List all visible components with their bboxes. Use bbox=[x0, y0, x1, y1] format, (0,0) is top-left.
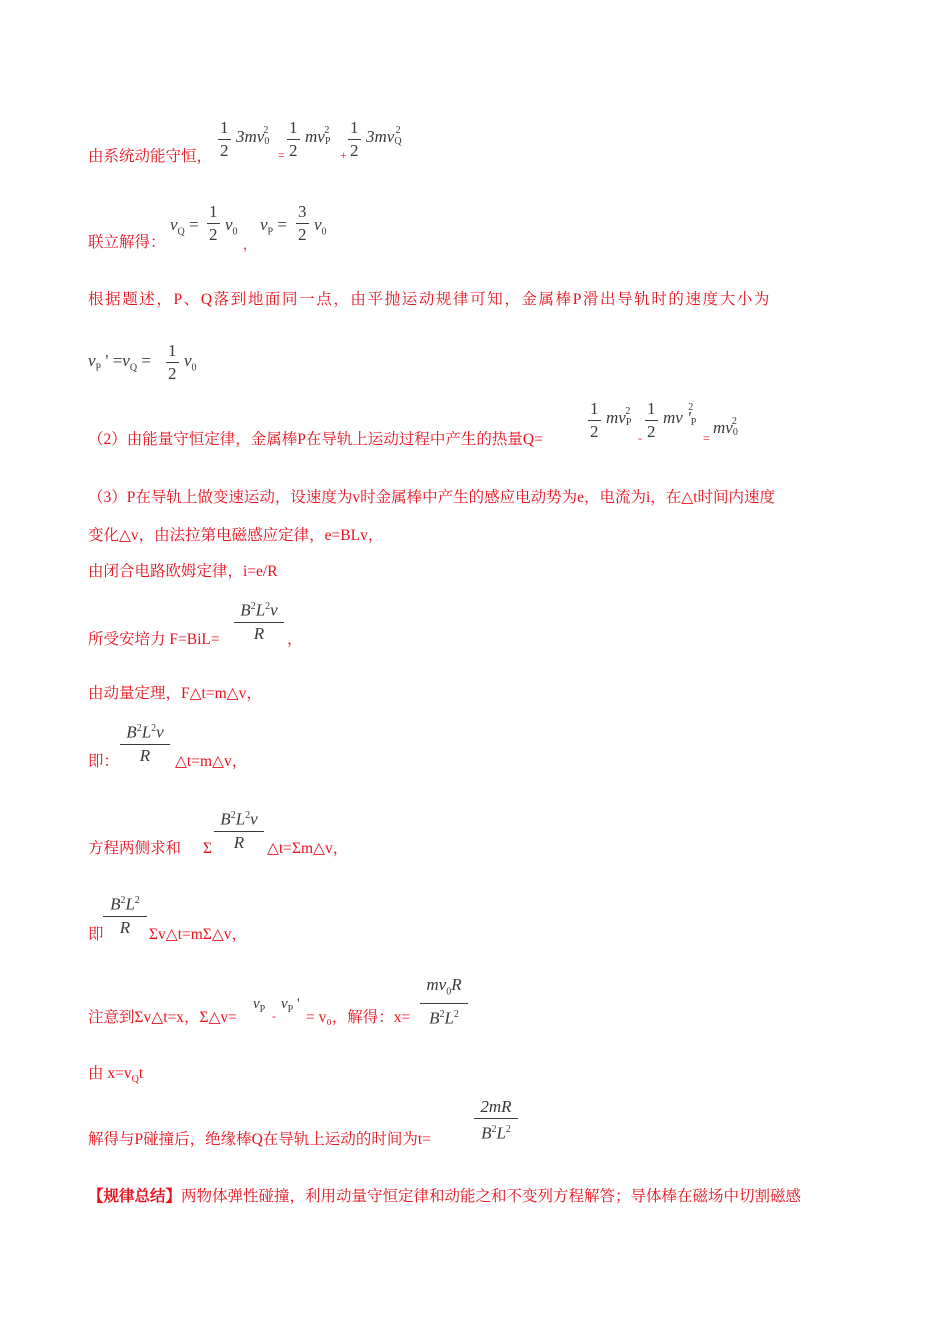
summary-body: 两物体弹性碰撞，利用动量守恒定律和动能之和不变列方程解答；导体棒在磁场中切割磁感 bbox=[181, 1188, 802, 1205]
text-sum-both-sides: 方程两侧求和 bbox=[88, 840, 182, 857]
comma: ， bbox=[243, 237, 257, 252]
text-variable-motion: （3）P在导轨上做变速运动，设速度为v时金属棒中产生的感应电动势为e，电流为i，在△t时间内速度 bbox=[88, 489, 776, 506]
expr-vP-prime: $v_P$ ' $=v_Q$ = bbox=[88, 351, 151, 374]
text-projectile: 根据题述，P、Q落到地面同一点，由平抛运动规律可知，金属棒P滑出导轨时的速度大小为 bbox=[88, 291, 772, 308]
text-solve: 联立解得： bbox=[88, 234, 166, 251]
summary-heading: 【规律总结】 bbox=[88, 1188, 182, 1205]
fraction-half: 1 2 bbox=[590, 399, 599, 441]
fraction-half: 1 2 bbox=[289, 118, 298, 160]
expr-3mv0: $3mv_0^2$ bbox=[236, 125, 270, 148]
expr-vP: $v_P$ bbox=[253, 996, 266, 1015]
expr-vQ: $v_Q$ = bbox=[170, 215, 199, 238]
text-x-vQ-t: 由 $x=v_Qt$ bbox=[88, 1065, 144, 1086]
text-eq-14: = v₀，解得：x= bbox=[306, 1009, 411, 1026]
expr-3mvQ: $3mv_Q^2$ bbox=[366, 125, 402, 148]
expr-mvP: $mv_P^2$ bbox=[606, 406, 632, 429]
expr-v0: $v_0$ bbox=[184, 351, 197, 374]
equals-sign: = bbox=[278, 148, 285, 162]
fraction-B2L2v-over-R: $B^2L^2v$ R bbox=[234, 596, 284, 645]
fraction-B2L2-over-R: $B^2L^2$ R bbox=[103, 890, 147, 939]
fraction-half: 1 2 bbox=[220, 118, 229, 160]
text-eq-12: △t=Σm△v， bbox=[267, 840, 349, 857]
expr-v0: $v_0$ bbox=[225, 215, 238, 238]
fraction-half: 1 2 bbox=[209, 202, 218, 244]
expr-mvP-prime: mv '$_P^2$ bbox=[663, 402, 697, 429]
text-ampere-force: 所受安培力 F=BiL= bbox=[88, 631, 220, 648]
fraction-B2L2v-over-R: $B^2L^2v$ R bbox=[120, 718, 170, 767]
fraction-three-half: 3 2 bbox=[298, 202, 307, 244]
expr-v0: $v_0$ bbox=[314, 215, 327, 238]
text-summary bbox=[88, 1187, 801, 1207]
expr-vP: $v_P$ = bbox=[260, 215, 287, 238]
expr-vP-prime: $v_P$ ' bbox=[281, 996, 300, 1015]
text-ji: 即 bbox=[88, 926, 104, 943]
text-ie: 即： bbox=[88, 753, 120, 770]
fraction-half: 1 2 bbox=[350, 118, 359, 160]
minus-sign: - bbox=[638, 431, 642, 445]
sigma-symbol: Σ bbox=[203, 840, 213, 857]
fraction-mv0R-over-B2L2: $mv_0R$ $B^2L^2$ bbox=[420, 974, 468, 1030]
comma: ， bbox=[287, 631, 303, 648]
fraction-half: 1 2 bbox=[168, 341, 177, 383]
minus-sign: - bbox=[272, 1009, 276, 1023]
text-faraday: 变化△v，由法拉第电磁感应定律，e=BLv， bbox=[88, 527, 384, 544]
text-momentum-theorem: 由动量定理，F△t=m△v， bbox=[88, 685, 262, 702]
fraction-half: 1 2 bbox=[647, 399, 656, 441]
text-time-result: 解得与P碰撞后，绝缘棒Q在导轨上运动的时间为t= bbox=[88, 1131, 431, 1148]
expr-mvP: $mv_P^2$ bbox=[305, 125, 331, 148]
fraction-2mR-over-B2L2: 2mR $B^2L^2$ bbox=[474, 1096, 518, 1145]
equals-sign: = bbox=[703, 431, 710, 445]
text-energy-conservation: 由系统动能守恒， bbox=[88, 148, 213, 165]
text-notice-sum: 注意到Σv△t=x，Σ△v= bbox=[88, 1009, 237, 1026]
text-energy-heat: （2）由能量守恒定律，金属棒P在导轨上运动过程中产生的热量Q= bbox=[88, 431, 543, 448]
plus-sign: + bbox=[340, 148, 347, 162]
text-ohm: 由闭合电路欧姆定律，i=e/R bbox=[88, 563, 278, 580]
text-eq-11: △t=m△v， bbox=[175, 753, 248, 770]
expr-mv0: $mv_0^2$ bbox=[713, 416, 738, 439]
fraction-B2L2v-over-R: $B^2L^2v$ R bbox=[214, 805, 264, 854]
text-eq-13: Σv△t=mΣ△v， bbox=[149, 926, 247, 943]
